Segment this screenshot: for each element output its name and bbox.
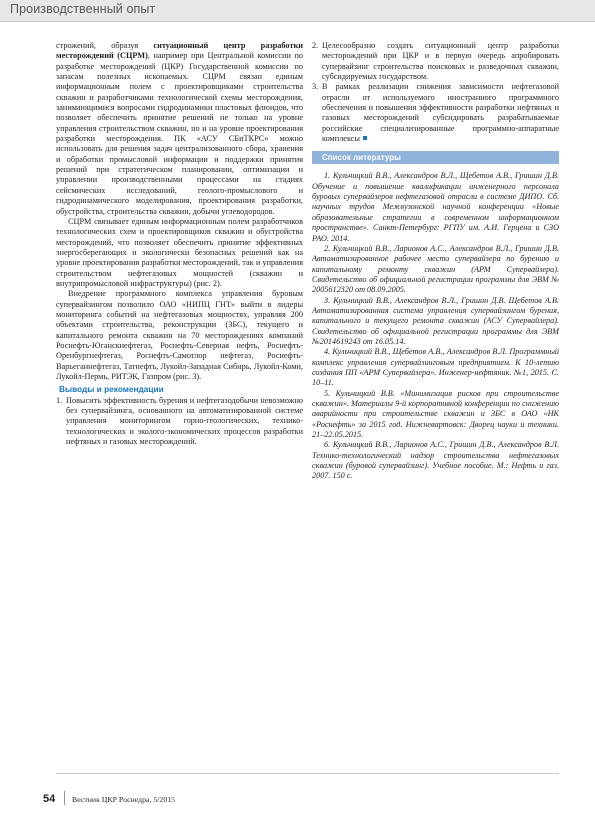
list-item: 3. В рамках реализации снижения зависимости нефтегазовой отрасли от используемого иностранного программного обеспечения и повышения эффективности разработки нефтяных и газовых месторождений субсидировать разрабатываемые российские специализированные программно-аппаратные комплексы bbox=[312, 82, 559, 144]
conclusions-list bbox=[56, 396, 303, 448]
footer-separator bbox=[64, 791, 65, 805]
paragraph: СЦРМ связывает единым информационным полем разработчиков технологических схем и проектировщиков скважин и обустройства месторождений, что позволяет обеспечить принятие эффективных энергосберегающих и экологически безопасных решений как на уровне проектирования разработки месторождений, так и управления строительством нефтегазовых мощностей (скважин и внутрипромысловой инфраструктуры) (рис. 2). bbox=[56, 216, 303, 288]
conclusions-heading: Выводы и рекомендации bbox=[59, 384, 164, 395]
reference-item: 3. Кульчицкий В.В., Александров В.Л., Гришин Д.В. Щебетов А.В. Автоматизированная система управления супервайзингом бурения, капитального и текущего ремонта скважин (АСУ Супервайзера). Свидетельство об официальной регистрации программы для ЭВМ №2014619243 от 16.05.14. bbox=[312, 295, 559, 346]
journal-name: Вестник ЦКР Роснедра, 5/2015 bbox=[72, 795, 176, 804]
header-divider bbox=[0, 21, 595, 22]
reference-item: 6. Кульчицкий В.В., Ларионов А.С., Гришин Д.В., Александров В.Л. Технико-технологический надзор строительства нефтегазовых скважин (буровой супервайзинг). Учебное пособие. М.: Нефть и газ. 2007. 150 с. bbox=[312, 440, 559, 481]
reference-item: 4. Кульчицкий В.В., Щебетов А.В., Александров В.Л. Программный комплекс управления супервайзинговым предприятием. К 10-летию создания ПП «АРМ Супервайзера». Инженер-нефтяник. №1, 2015. С. 10–11. bbox=[312, 347, 559, 388]
references-list bbox=[312, 171, 559, 481]
reference-item: 1. Кульчицкий В.В., Александров В.Л., Щебетов А.В., Гришин Д.В. Обучение и повышение квалификации инженерного персонала буровых супервайзеров нефтегазовой отрасли в системе ДИПО. Сб. научных трудов Межвузонской научной конференции «Новые образовательные стратегии в современном информационном пространстве». Санкт-Петербург: РГПУ им. А.И. Герцена и СЗО РАО. 2014. bbox=[312, 171, 559, 243]
left-column bbox=[56, 41, 303, 447]
references-heading: Список литературы bbox=[312, 151, 559, 164]
paragraph: Внедрение программного комплекса управления буровым супервайзингом позволило ОАО «НИПЦ ГНТ» выйти в лидеры мониторинга событий на нефтегазовых мощностях, управляя 200 объектами строительства, реконструкции (ЗБС), текущего и капитального ремонта скважин на 70 месторождениях компаний Роснефть-Юганскнефтегаз, Роснефть-Северная нефть, Роснефть-Оренбургнефтегаз, Роснефть-Самотлор нефтегаз, Роснефть-Варьеганнефтегаз, Татнефть, Лукойл-Западная Сибирь, Лукойл-Коми, Лукойл-Пермь, РИТЭК, Газпром (рис. 3). bbox=[56, 289, 303, 381]
right-column bbox=[312, 41, 559, 482]
list-item: 1. Повысить эффективность бурения и нефтегазодобычи невозможно без супервайзинга, основанного на автоматизированной системе управления мониторингом горно-геологических, технико-технологических и эколого-экономических процессов разработки нефтяных и газовых месторождений. bbox=[56, 395, 303, 447]
reference-item: 2. Кульчицкий В.В., Ларионов А.С., Александров В.Л., Гришин Д.В. Автоматизированное рабочее место супервайзера по бурению и капитальному ремонту скважин (АРМ Супервайзера). Свидетельство об официальной регистрации программы для ЭВМ № 2005612320 от 08.09.2005. bbox=[312, 243, 559, 295]
footer-divider bbox=[56, 773, 559, 774]
reference-item: 5. Кульчицкий В.В. «Минимизация рисков при строительстве скважин». Материалы 9-й корпоративной конференции по снижению аварийности при строительстве скважин и ЗБС в ОАО «НК «Роснефть» за 2015 год. Нижневартовск: Дворец науки и техники. 21–22.05.2015. bbox=[312, 388, 559, 440]
page-number: 54 bbox=[43, 793, 56, 805]
running-header bbox=[0, 0, 595, 21]
section-title: Производственный опыт bbox=[10, 2, 156, 16]
paragraph: строжений, образуя ситуационный центр разработки месторождений (СЦРМ), например при Центральной комиссии по разработке месторождений (ЦКР) Государственной комиссии по запасам полезных ископаемых. СЦРМ связан единым информационным полем с проектировщиками строительства скважин и разработчиками технологической схемы месторождения, занимающимися вопросами гидродинамики пластовых флюидов, что позволяет обеспечить принятие решений не только на уровне управления строительством скважин, но и на уровне проектирования разработки месторождения. ПК «АСУ СБиТКРС» можно использовать для решения задач централизованного сбора, хранения и обработки промысловой информации и поддержки принятия решений при стратегическом планировании, оптимизации и управлении производственными процессами на стадиях сейсмических исследований, геолого-промыслового и гидродинамического моделирования, проектирования разработки, обустройства, строительства скважин, добычи углеводородов. bbox=[56, 41, 303, 216]
end-of-article-mark bbox=[363, 136, 367, 140]
list-item: 2. Целесообразно создать ситуационный центр разработки месторождений при ЦКР и в первую очередь апробировать супервайзинг строительства поисковых и разведочных скважин, субсидируемых государством. bbox=[312, 41, 559, 82]
conclusions-list-continued bbox=[312, 41, 559, 144]
